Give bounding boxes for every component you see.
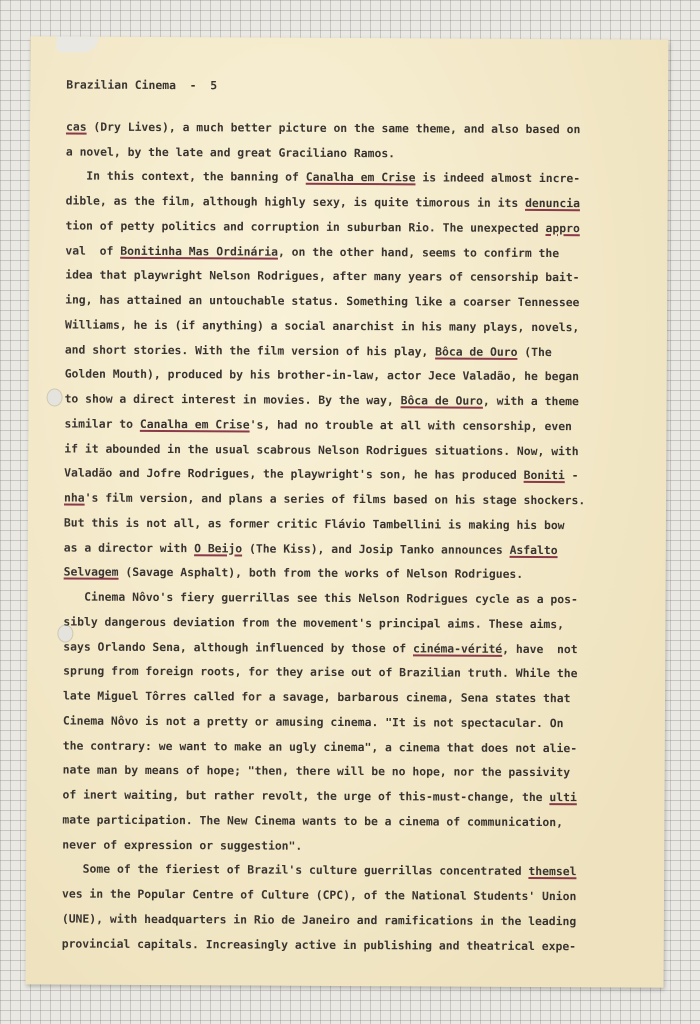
text-line: [65, 362, 643, 390]
text-line: [62, 906, 640, 934]
text-run: Some of the fieriest of Brazil's culture guerrillas concentrated: [62, 861, 529, 879]
text-line: [62, 783, 640, 811]
text-line: [62, 882, 640, 910]
text-line: [66, 139, 644, 167]
text-line: [65, 288, 643, 316]
text-run: But this is not all, as former critic Flávio Tambellini is making his bow: [63, 515, 565, 532]
text-run: (UNE), with headquarters in Rio de Janeiro and ramifications in the leading: [61, 911, 577, 928]
underlined-title: Asfalto: [509, 542, 558, 557]
torn-corner: [56, 36, 98, 52]
underlined-title: Canalha em Crise: [305, 170, 416, 185]
text-run: Cinema Nôvo is not a pretty or amusing cinema. "It is not spectacular. On: [62, 713, 564, 730]
underlined-title: appro: [545, 220, 580, 235]
text-run: (The Kiss), and Josip Tanko announces: [242, 540, 510, 557]
text-line: [66, 189, 644, 217]
text-line: [66, 164, 644, 192]
text-run: 's, had no trouble at all with censorship, even: [249, 417, 572, 433]
text-run: a novel, by the late and great Graciliano Ramos.: [65, 144, 396, 160]
text-run: sibly dangerous deviation from the movement's principal aims. These aims,: [63, 614, 565, 631]
underlined-title: cas: [65, 119, 87, 134]
text-run: Cinema Nôvo's fiery guerrillas see this Nelson Rodrigues cycle as a pos-: [63, 589, 578, 607]
page-header: Brazilian Cinema - 5: [66, 77, 218, 93]
text-line: [63, 585, 641, 613]
text-line: [65, 213, 643, 241]
text-line: [63, 634, 641, 662]
text-run: as a director with: [63, 540, 195, 555]
text-run: says Orlando Sena, although influenced by those of: [63, 639, 414, 655]
text-line: [62, 832, 640, 860]
text-run: idea that playwright Nelson Rodrigues, after many years of censorship bait-: [65, 267, 580, 285]
text-run: Golden Mouth), produced by his brother-in-law, actor Jece Valadão, he began: [64, 366, 580, 384]
underlined-title: Canalha em Crise: [139, 416, 250, 432]
text-run: of inert waiting, but rather revolt, the urge of this-must-change, the: [62, 787, 550, 805]
text-run: -: [564, 468, 579, 483]
text-run: dible, as the film, although highly sexy, is quite timorous in its: [65, 193, 526, 210]
text-run: similar to: [64, 416, 140, 431]
text-run: tion of petty politics and corruption in suburban Rio. The unexpected: [65, 218, 546, 235]
text-line: [64, 510, 642, 538]
text-run: ves in the Popular Centre of Culture (CPC), of the National Students' Union: [61, 886, 577, 904]
text-run: val of: [65, 243, 121, 258]
underlined-title: Selvagem: [63, 564, 119, 580]
typewritten-page: [26, 36, 669, 987]
text-run: In this context, the banning of: [65, 168, 306, 185]
text-line: [63, 758, 641, 786]
text-run: , with a theme: [482, 393, 579, 409]
text-line: [65, 263, 643, 291]
text-line: [63, 659, 641, 687]
text-line: [65, 387, 643, 415]
text-run: Valadão and Jofre Rodrigues, the playwright's son, he has produced: [64, 465, 524, 483]
text-run: to show a direct interest in movies. By the way,: [64, 391, 401, 408]
text-run: (Savage Asphalt), both from the works of Nelson Rodrigues.: [118, 565, 524, 582]
text-line: [64, 436, 642, 464]
underlined-title: denuncia: [525, 195, 581, 211]
text-run: (The: [517, 344, 552, 359]
text-line: [65, 312, 643, 340]
text-line: [62, 807, 640, 835]
text-line: [66, 114, 644, 142]
text-run: late Miguel Tôrres called for a savage, barbarous cinema, Sena states that: [62, 688, 571, 706]
text-line: [63, 733, 641, 761]
text-line: [64, 535, 642, 563]
text-line: [64, 461, 642, 489]
text-line: [64, 486, 642, 514]
text-run: if it abounded in the usual scabrous Nelson Rodrigues situations. Now, with: [64, 441, 579, 458]
text-line: [63, 684, 641, 712]
underlined-title: Bôca de Ouro: [400, 393, 483, 408]
underlined-title: O Beijo: [194, 540, 243, 555]
underlined-title: themsel: [528, 864, 577, 879]
text-run: (Dry Lives), a much better picture on the same theme, and also based on: [86, 119, 581, 136]
text-run: 's film version, and plans a series of films based on his stage shockers.: [84, 490, 586, 508]
text-run: never of expression or suggestion".: [62, 837, 303, 853]
text-line: [63, 609, 641, 637]
text-line: [62, 857, 640, 885]
underlined-title: Bonitinha Mas Ordinária: [120, 243, 279, 259]
underlined-title: nha: [64, 490, 85, 505]
text-run: , have not: [502, 641, 578, 656]
text-run: ing, has attained an untouchable status. Something like a coarser Tennessee: [65, 292, 580, 310]
text-run: sprung from foreign roots, for they arise out of Brazilian truth. While the: [63, 663, 578, 681]
text-line: [64, 411, 642, 439]
text-line: [62, 931, 640, 959]
text-run: and short stories. With the film version of his play,: [64, 342, 436, 358]
underlined-title: Boniti: [523, 468, 565, 483]
text-line: [65, 337, 643, 365]
text-run: nate man by means of hope; "then, there will be no hope, nor the passivity: [62, 762, 571, 780]
text-run: mate participation. The New Cinema wants to be a cinema of communication,: [62, 812, 564, 829]
underlined-title: Bôca de Ouro: [435, 343, 518, 359]
underlined-title: cinéma-vérité: [413, 640, 503, 656]
page-text: [62, 73, 645, 959]
text-line: [65, 238, 643, 266]
punch-hole-top: [47, 388, 63, 406]
text-line: [63, 708, 641, 736]
text-run: the contrary: we want to make an ugly cinema", a cinema that does not alie-: [62, 738, 578, 755]
text-line: [64, 560, 642, 588]
text-run: provincial capitals. Increasingly active in publishing and theatrical expe-: [61, 936, 577, 953]
underlined-title: ulti: [549, 790, 577, 805]
text-run: Williams, he is (if anything) a social anarchist in his many plays, novels,: [64, 317, 580, 334]
body-text: [62, 114, 644, 959]
text-run: is indeed almost incre-: [415, 170, 581, 186]
text-run: , on the other hand, seems to confirm the: [277, 244, 560, 260]
